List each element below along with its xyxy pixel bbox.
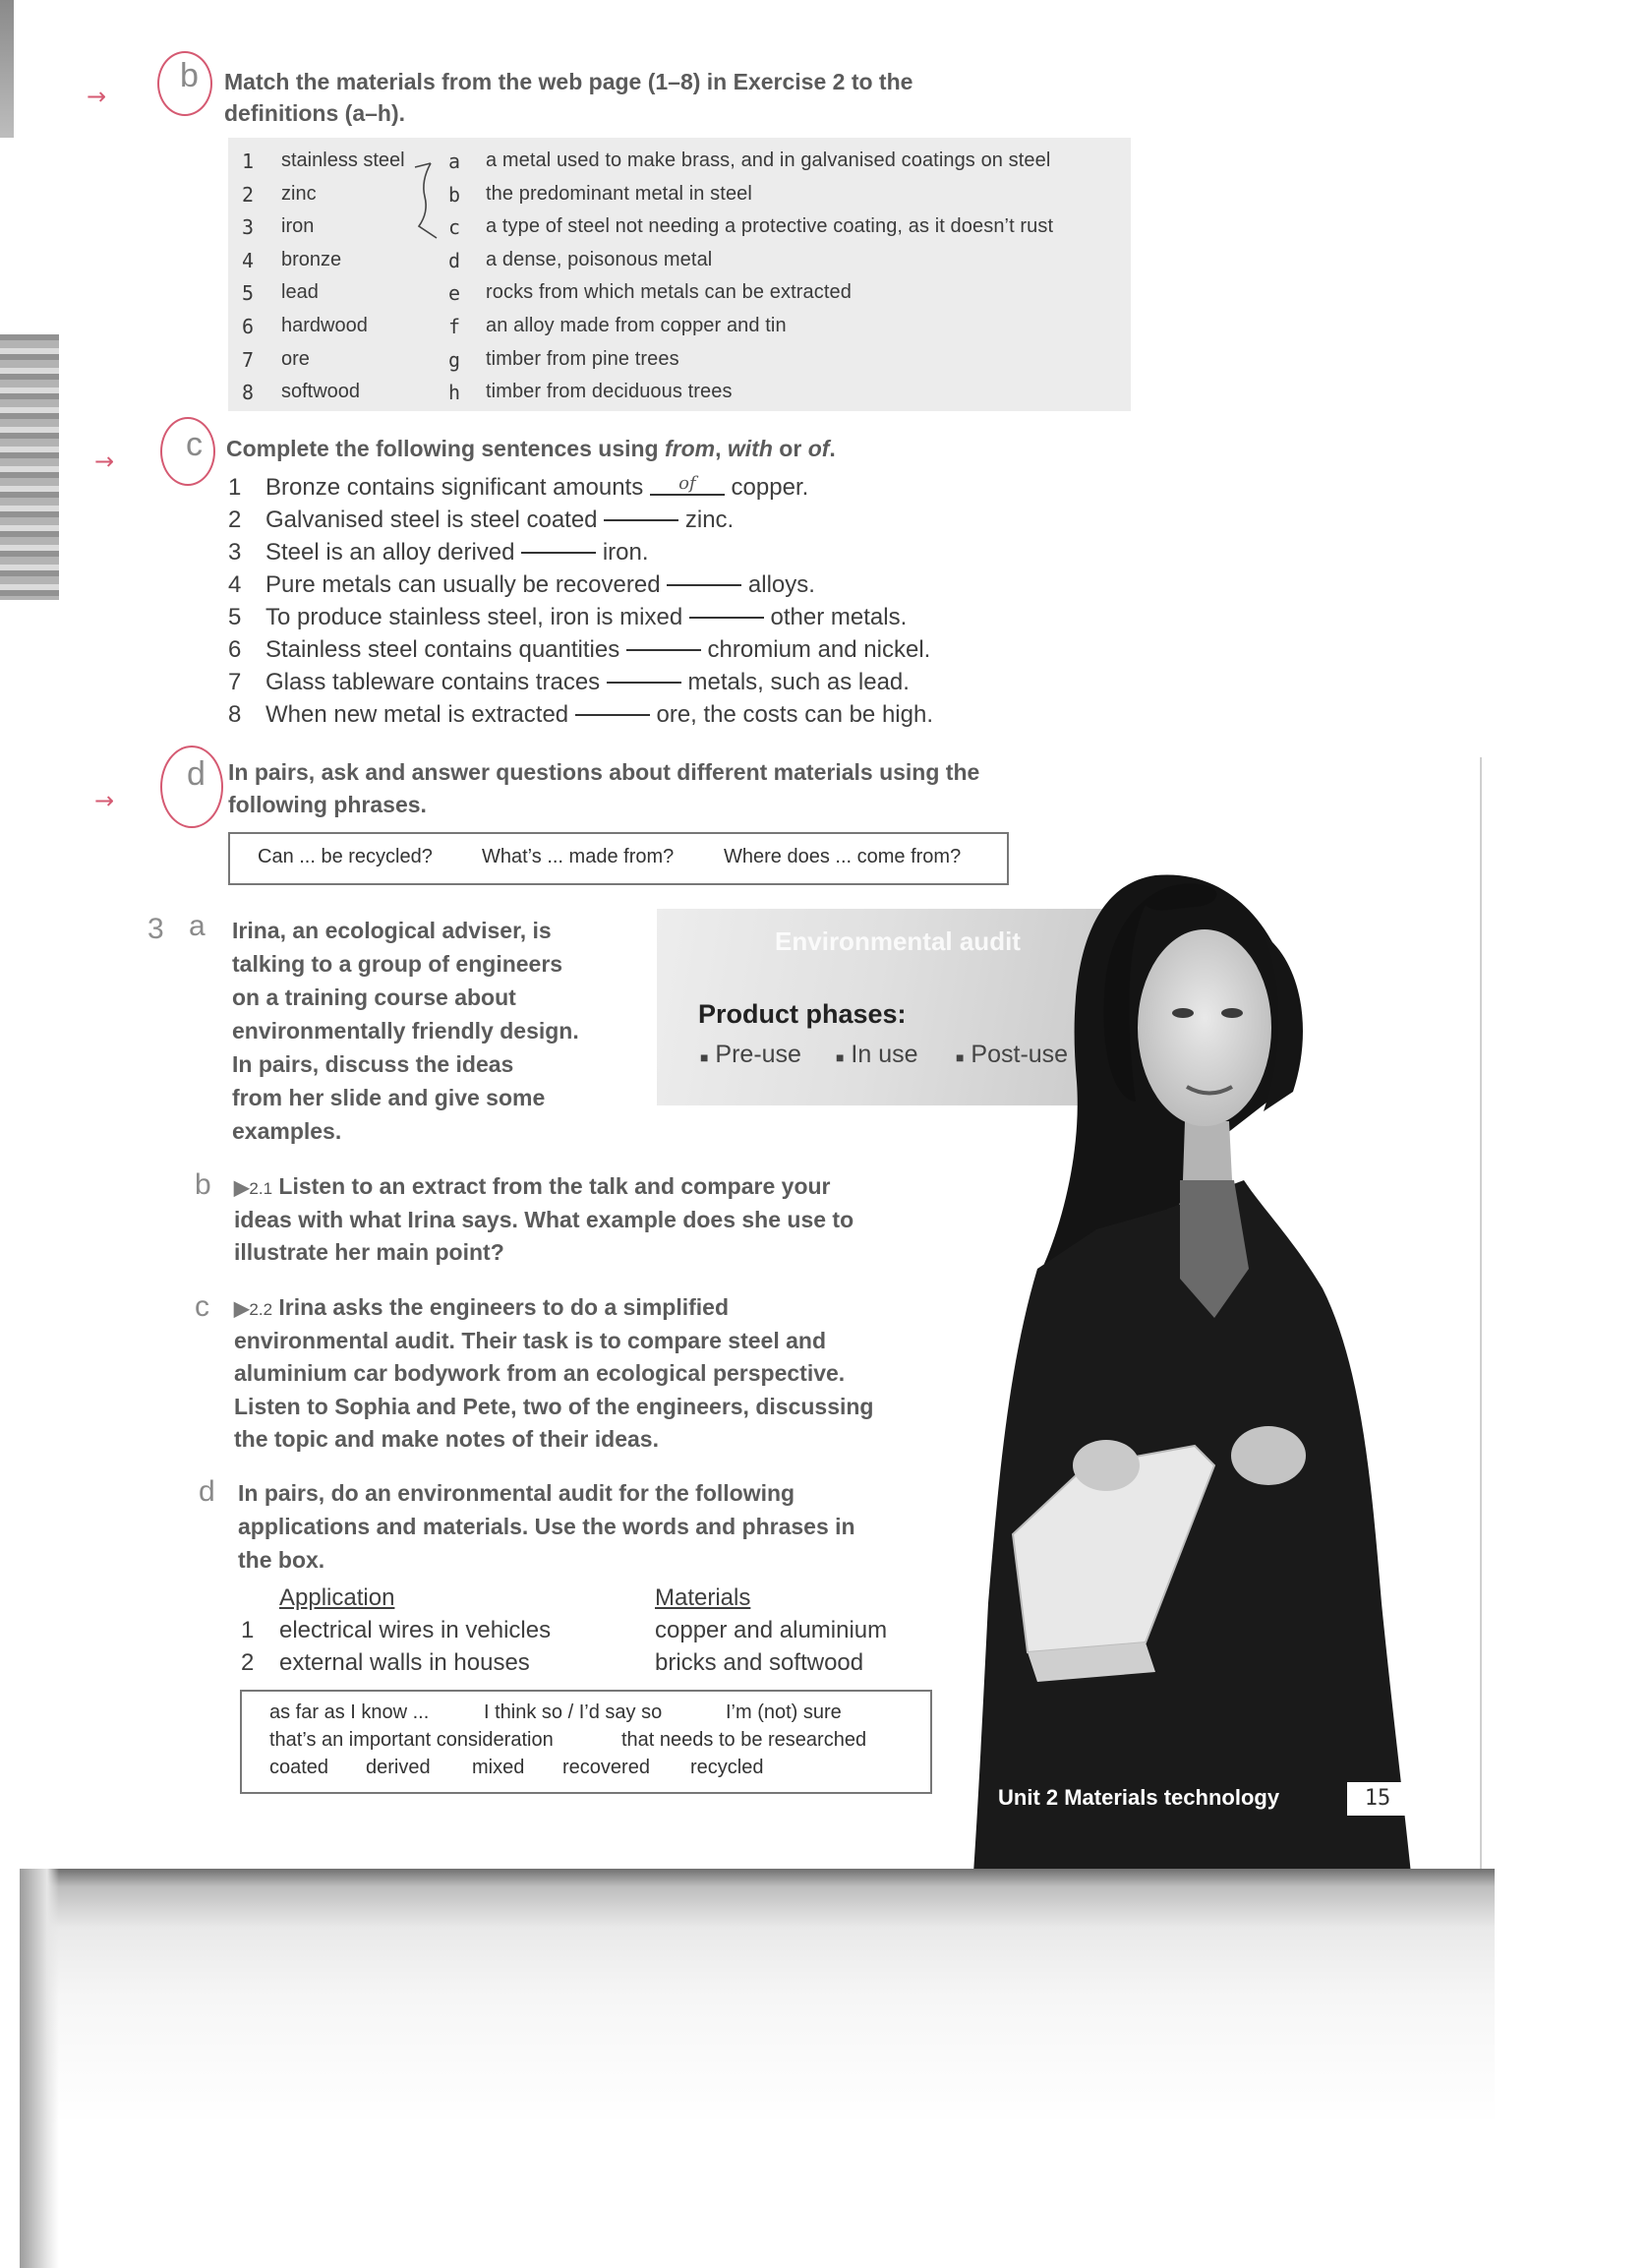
sentence-number: 5 <box>228 604 242 630</box>
instruction-line <box>234 1170 831 1205</box>
instruction-line: on a training course about <box>232 985 516 1010</box>
row-number: 2 <box>241 1649 255 1676</box>
scan-edge-artifact <box>0 0 14 138</box>
sentence-text: copper. <box>724 474 809 501</box>
slide-phase: In use <box>851 1041 918 1068</box>
phrase: I think so / I’d say so <box>484 1701 663 1723</box>
play-icon: ▶ <box>234 1177 250 1199</box>
phrase: Can ... be recycled? <box>258 846 433 867</box>
exercise-letter: c <box>195 1290 209 1323</box>
sentence-text: metals, such as lead. <box>680 669 910 695</box>
material-word: iron <box>281 215 315 238</box>
instruction: In pairs, ask and answer questions about different materials using the <box>228 759 980 785</box>
sentence <box>265 471 808 504</box>
slide-bullet: ■ Post-use <box>956 1041 1069 1068</box>
instruction-text: Irina asks the engineers to do a simplified <box>272 1294 729 1320</box>
materials-cell: copper and aluminium <box>655 1617 888 1643</box>
material-number: 6 <box>242 315 255 338</box>
phrase: mixed <box>472 1757 525 1778</box>
application-cell: external walls in houses <box>279 1649 530 1676</box>
sentence <box>265 536 649 568</box>
definition-letter: e <box>448 281 461 306</box>
sentence-number: 1 <box>228 474 242 501</box>
presenter-photo <box>969 856 1480 1874</box>
answer-blank <box>521 552 596 554</box>
instruction-line <box>234 1204 853 1236</box>
instruction-line: environmentally friendly design. <box>232 1018 579 1044</box>
sentence <box>265 666 910 698</box>
instruction-line: from her slide and give some <box>232 1085 546 1110</box>
scan-shadow <box>20 1869 59 2268</box>
sentence <box>265 504 734 536</box>
sentence-number: 7 <box>228 669 242 695</box>
annotation-arrow-icon: → <box>94 787 115 814</box>
phrase: I’m (not) sure <box>726 1701 842 1723</box>
phrase-box <box>228 832 1009 885</box>
sentence-text: Bronze contains significant amounts <box>265 474 650 501</box>
instruction-line <box>234 1236 504 1269</box>
exercise-letter: d <box>199 1475 215 1508</box>
instruction-text: ideas with what Irina says. What example does she use to <box>234 1206 854 1232</box>
sentence-text: Steel is an alloy derived <box>265 539 522 566</box>
material-word: stainless steel <box>281 149 405 171</box>
instruction-line: examples. <box>232 1118 342 1144</box>
answer-blank: of <box>650 474 725 496</box>
instruction-line: Irina, an ecological adviser, is <box>232 918 552 943</box>
application-cell: electrical wires in vehicles <box>279 1617 552 1643</box>
phrase: that needs to be researched <box>621 1729 867 1751</box>
answer-blank <box>575 714 650 716</box>
instruction-text: aluminium car bodywork from an ecological perspective. <box>234 1360 846 1386</box>
phrase: recycled <box>690 1757 764 1778</box>
slide-phase: Post-use <box>971 1041 1069 1068</box>
instruction-line: the box. <box>238 1547 325 1573</box>
phrase: that’s an important consideration <box>269 1729 554 1751</box>
application-header: Application <box>279 1584 395 1611</box>
phrase: coated <box>269 1757 329 1778</box>
definition-letter: d <box>448 248 461 272</box>
instruction-keyword: with <box>727 436 773 461</box>
definition-letter: f <box>448 315 461 338</box>
instruction-line <box>234 1357 845 1390</box>
definition-text: rocks from which metals can be extracted <box>486 281 852 304</box>
match-table-background <box>228 138 1131 411</box>
answer-blank <box>604 519 678 521</box>
material-word: softwood <box>281 381 361 403</box>
instruction-text: environmental audit. Their task is to compare steel and <box>234 1327 826 1353</box>
instruction-text: or <box>772 436 808 461</box>
instruction-text: , <box>715 436 728 461</box>
instruction-line: In pairs, do an environmental audit for the following <box>238 1480 795 1506</box>
material-number: 3 <box>242 215 255 240</box>
sentence-text: other metals. <box>763 604 908 630</box>
sentence-text: zinc. <box>678 507 735 533</box>
definition-text: a type of steel not needing a protective coating, as it doesn’t rust <box>486 215 1054 238</box>
instruction-line: talking to a group of engineers <box>232 951 563 977</box>
track-number: 2.1 <box>249 1179 273 1198</box>
instruction-text: Listen to an extract from the talk and compare your <box>272 1173 831 1199</box>
materials-header: Materials <box>655 1584 751 1611</box>
material-word: ore <box>281 347 310 370</box>
definition-letter: g <box>448 347 461 372</box>
material-number: 5 <box>242 281 255 306</box>
phrase: Where does ... come from? <box>724 846 962 867</box>
annotation-bracket-icon <box>411 157 450 246</box>
slide-phase: Pre-use <box>715 1041 801 1068</box>
exercise-letter: b <box>180 57 199 94</box>
instruction-keyword: from <box>665 436 716 461</box>
sentence-text: Stainless steel contains quantities <box>265 636 626 663</box>
materials-cell: bricks and softwood <box>655 1649 864 1676</box>
definition-text: timber from deciduous trees <box>486 381 733 403</box>
instruction-line: applications and materials. Use the words and phrases in <box>238 1514 855 1539</box>
instruction-line <box>234 1423 659 1456</box>
slide-title: Environmental audit <box>775 926 1021 956</box>
material-word: lead <box>281 281 319 304</box>
definition-text: a dense, poisonous metal <box>486 248 713 270</box>
exercise-letter: b <box>195 1168 211 1201</box>
sentence-number: 2 <box>228 507 242 533</box>
instruction-line <box>234 1391 873 1423</box>
instruction-text: illustrate her main point? <box>234 1239 504 1265</box>
material-number: 4 <box>242 248 255 272</box>
instruction: Match the materials from the web page (1–8) in Exercise 2 to the <box>224 69 913 94</box>
definition-text: a metal used to make brass, and in galvanised coatings on steel <box>486 149 1051 171</box>
phrase: as far as I know ... <box>269 1701 430 1723</box>
phrase: What’s ... made from? <box>482 846 675 867</box>
instruction-text: Complete the following sentences using <box>226 436 665 461</box>
sentence <box>265 633 930 666</box>
sentence-text: Pure metals can usually be recovered <box>265 571 668 598</box>
exercise-letter: d <box>187 755 206 793</box>
sentence <box>265 601 907 633</box>
scan-edge-artifact <box>0 334 59 600</box>
instruction-line <box>234 1291 729 1326</box>
sentence-text: When new metal is extracted <box>265 701 575 728</box>
play-icon: ▶ <box>234 1298 250 1320</box>
exercise-letter: c <box>186 426 203 463</box>
sentence-text: Glass tableware contains traces <box>265 669 607 695</box>
page-edge <box>1480 757 1482 1869</box>
material-number: 2 <box>242 182 255 207</box>
slide-bullet: ■ In use <box>836 1041 918 1068</box>
phrase-box <box>240 1690 932 1794</box>
material-number: 1 <box>242 149 255 173</box>
definition-text: an alloy made from copper and tin <box>486 315 787 336</box>
sentence-number: 8 <box>228 701 242 728</box>
slide-bullet: ■ Pre-use <box>700 1041 801 1068</box>
definition-letter: b <box>448 182 461 207</box>
sentence-number: 6 <box>228 636 242 663</box>
definition-letter: c <box>448 215 461 240</box>
instruction-text: Listen to Sophia and Pete, two of the engineers, discussing <box>234 1393 874 1419</box>
material-word: bronze <box>281 248 342 270</box>
exercise-number: 3 <box>147 913 164 945</box>
sentence-text: chromium and nickel. <box>700 636 931 663</box>
sentence-text: alloys. <box>741 571 815 598</box>
instruction-text: . <box>829 436 836 461</box>
sentence-number: 3 <box>228 539 242 566</box>
definition-letter: a <box>448 149 461 173</box>
sentence-number: 4 <box>228 571 242 598</box>
answer-blank <box>667 584 741 586</box>
sentence-text: To produce stainless steel, iron is mixed <box>265 604 689 630</box>
instruction <box>226 433 836 465</box>
sentence-text: iron. <box>596 539 649 566</box>
answer-blank <box>607 682 681 684</box>
sentence <box>265 698 933 731</box>
instruction-text: the topic and make notes of their ideas. <box>234 1426 659 1452</box>
definition-letter: h <box>448 381 461 405</box>
sentence <box>265 568 815 601</box>
exercise-letter: a <box>189 910 206 942</box>
definition-text: timber from pine trees <box>486 347 679 370</box>
instruction-line <box>234 1325 826 1357</box>
sentence-text: ore, the costs can be high. <box>649 701 933 728</box>
page-number: 15 <box>1364 1786 1391 1811</box>
instruction: definitions (a–h). <box>224 100 405 126</box>
answer-blank <box>626 649 701 651</box>
phrase: derived <box>366 1757 431 1778</box>
material-number: 8 <box>242 381 255 405</box>
answer-blank <box>689 617 764 619</box>
annotation-arrow-icon: → <box>94 448 115 475</box>
footer-unit-title: Unit 2 Materials technology <box>998 1785 1280 1810</box>
track-number: 2.2 <box>249 1300 273 1319</box>
row-number: 1 <box>241 1617 255 1643</box>
scan-shadow <box>20 1869 1495 2268</box>
instruction-line: In pairs, discuss the ideas <box>232 1051 514 1077</box>
slide-phases-label: Product phases: <box>698 999 907 1029</box>
annotation-arrow-icon: → <box>87 83 107 110</box>
instruction: following phrases. <box>228 792 427 817</box>
sentence-text: Galvanised steel is steel coated <box>265 507 605 533</box>
phrase: recovered <box>562 1757 650 1778</box>
material-word: hardwood <box>281 315 368 336</box>
definition-text: the predominant metal in steel <box>486 182 752 205</box>
material-number: 7 <box>242 347 255 372</box>
instruction-keyword: of <box>807 436 830 461</box>
material-word: zinc <box>281 182 317 205</box>
